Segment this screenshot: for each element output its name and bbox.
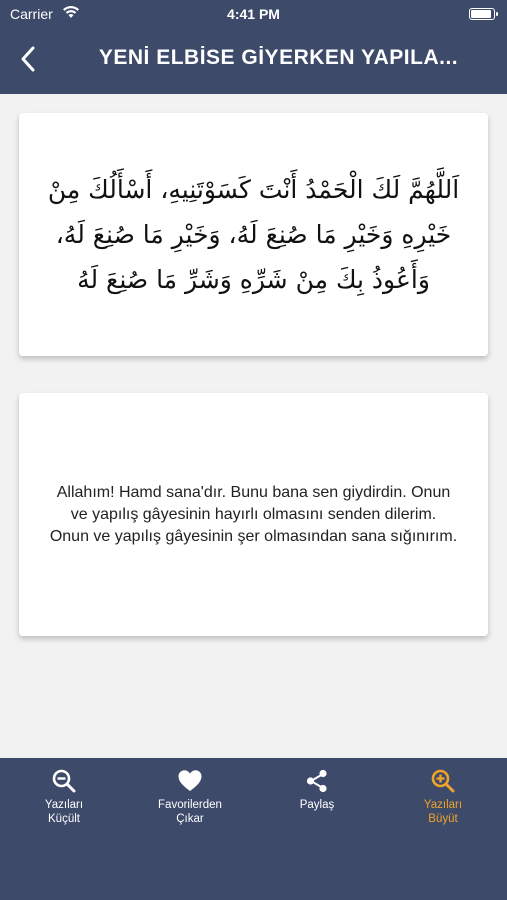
- translation-text: Allahım! Hamd sana'dır. Bunu bana sen giydirdin. Onun ve yapılış gâyesinin hayırlı olmasını senden dilerim. Onun ve yapılış gâyesinin şer olmasından sana sığınırım.: [49, 483, 458, 545]
- back-button[interactable]: [14, 44, 44, 74]
- chevron-left-icon: [14, 44, 44, 74]
- translation-card: [19, 393, 488, 636]
- arabic-text-card: [19, 113, 488, 356]
- tab-label: Paylaş: [299, 799, 335, 811]
- status-bar: [0, 0, 507, 30]
- clock: 4:41 PM: [227, 6, 280, 22]
- tab-increase-font[interactable]: [380, 768, 506, 834]
- tab-label: Yazıları Büyüt: [423, 799, 463, 825]
- tab-remove-favorite[interactable]: [127, 768, 253, 834]
- bottom-toolbar: [0, 758, 507, 900]
- heart-icon: [177, 768, 203, 794]
- zoom-out-icon: [51, 768, 77, 794]
- tab-label: Yazıları Küçült: [44, 799, 84, 825]
- tab-share[interactable]: [254, 768, 380, 834]
- zoom-in-icon: [430, 768, 456, 794]
- tab-decrease-font[interactable]: [1, 768, 127, 834]
- battery-icon: [469, 8, 495, 20]
- share-icon: [304, 768, 330, 794]
- page-title: YENİ ELBİSE GİYERKEN YAPILA...: [98, 46, 459, 69]
- arabic-prayer-text: اَللَّهُمَّ لَكَ الْحَمْدُ أَنْتَ كَسَوْتَنِيهِ، أَسْأَلُكَ مِنْ خَيْرِهِ وَخَيْرِ مَا صُنِعَ لَهُ، وَخَيْرِ مَا صُنِعَ لَهُ، وَأَعُوذُ بِكَ مِنْ شَرِّهِ وَشَرِّ مَا صُنِعَ لَهُ: [47, 175, 460, 294]
- navigation-bar: [0, 0, 507, 94]
- tab-label: Favorilerden Çıkar: [158, 799, 222, 825]
- carrier-label: Carrier: [10, 6, 53, 22]
